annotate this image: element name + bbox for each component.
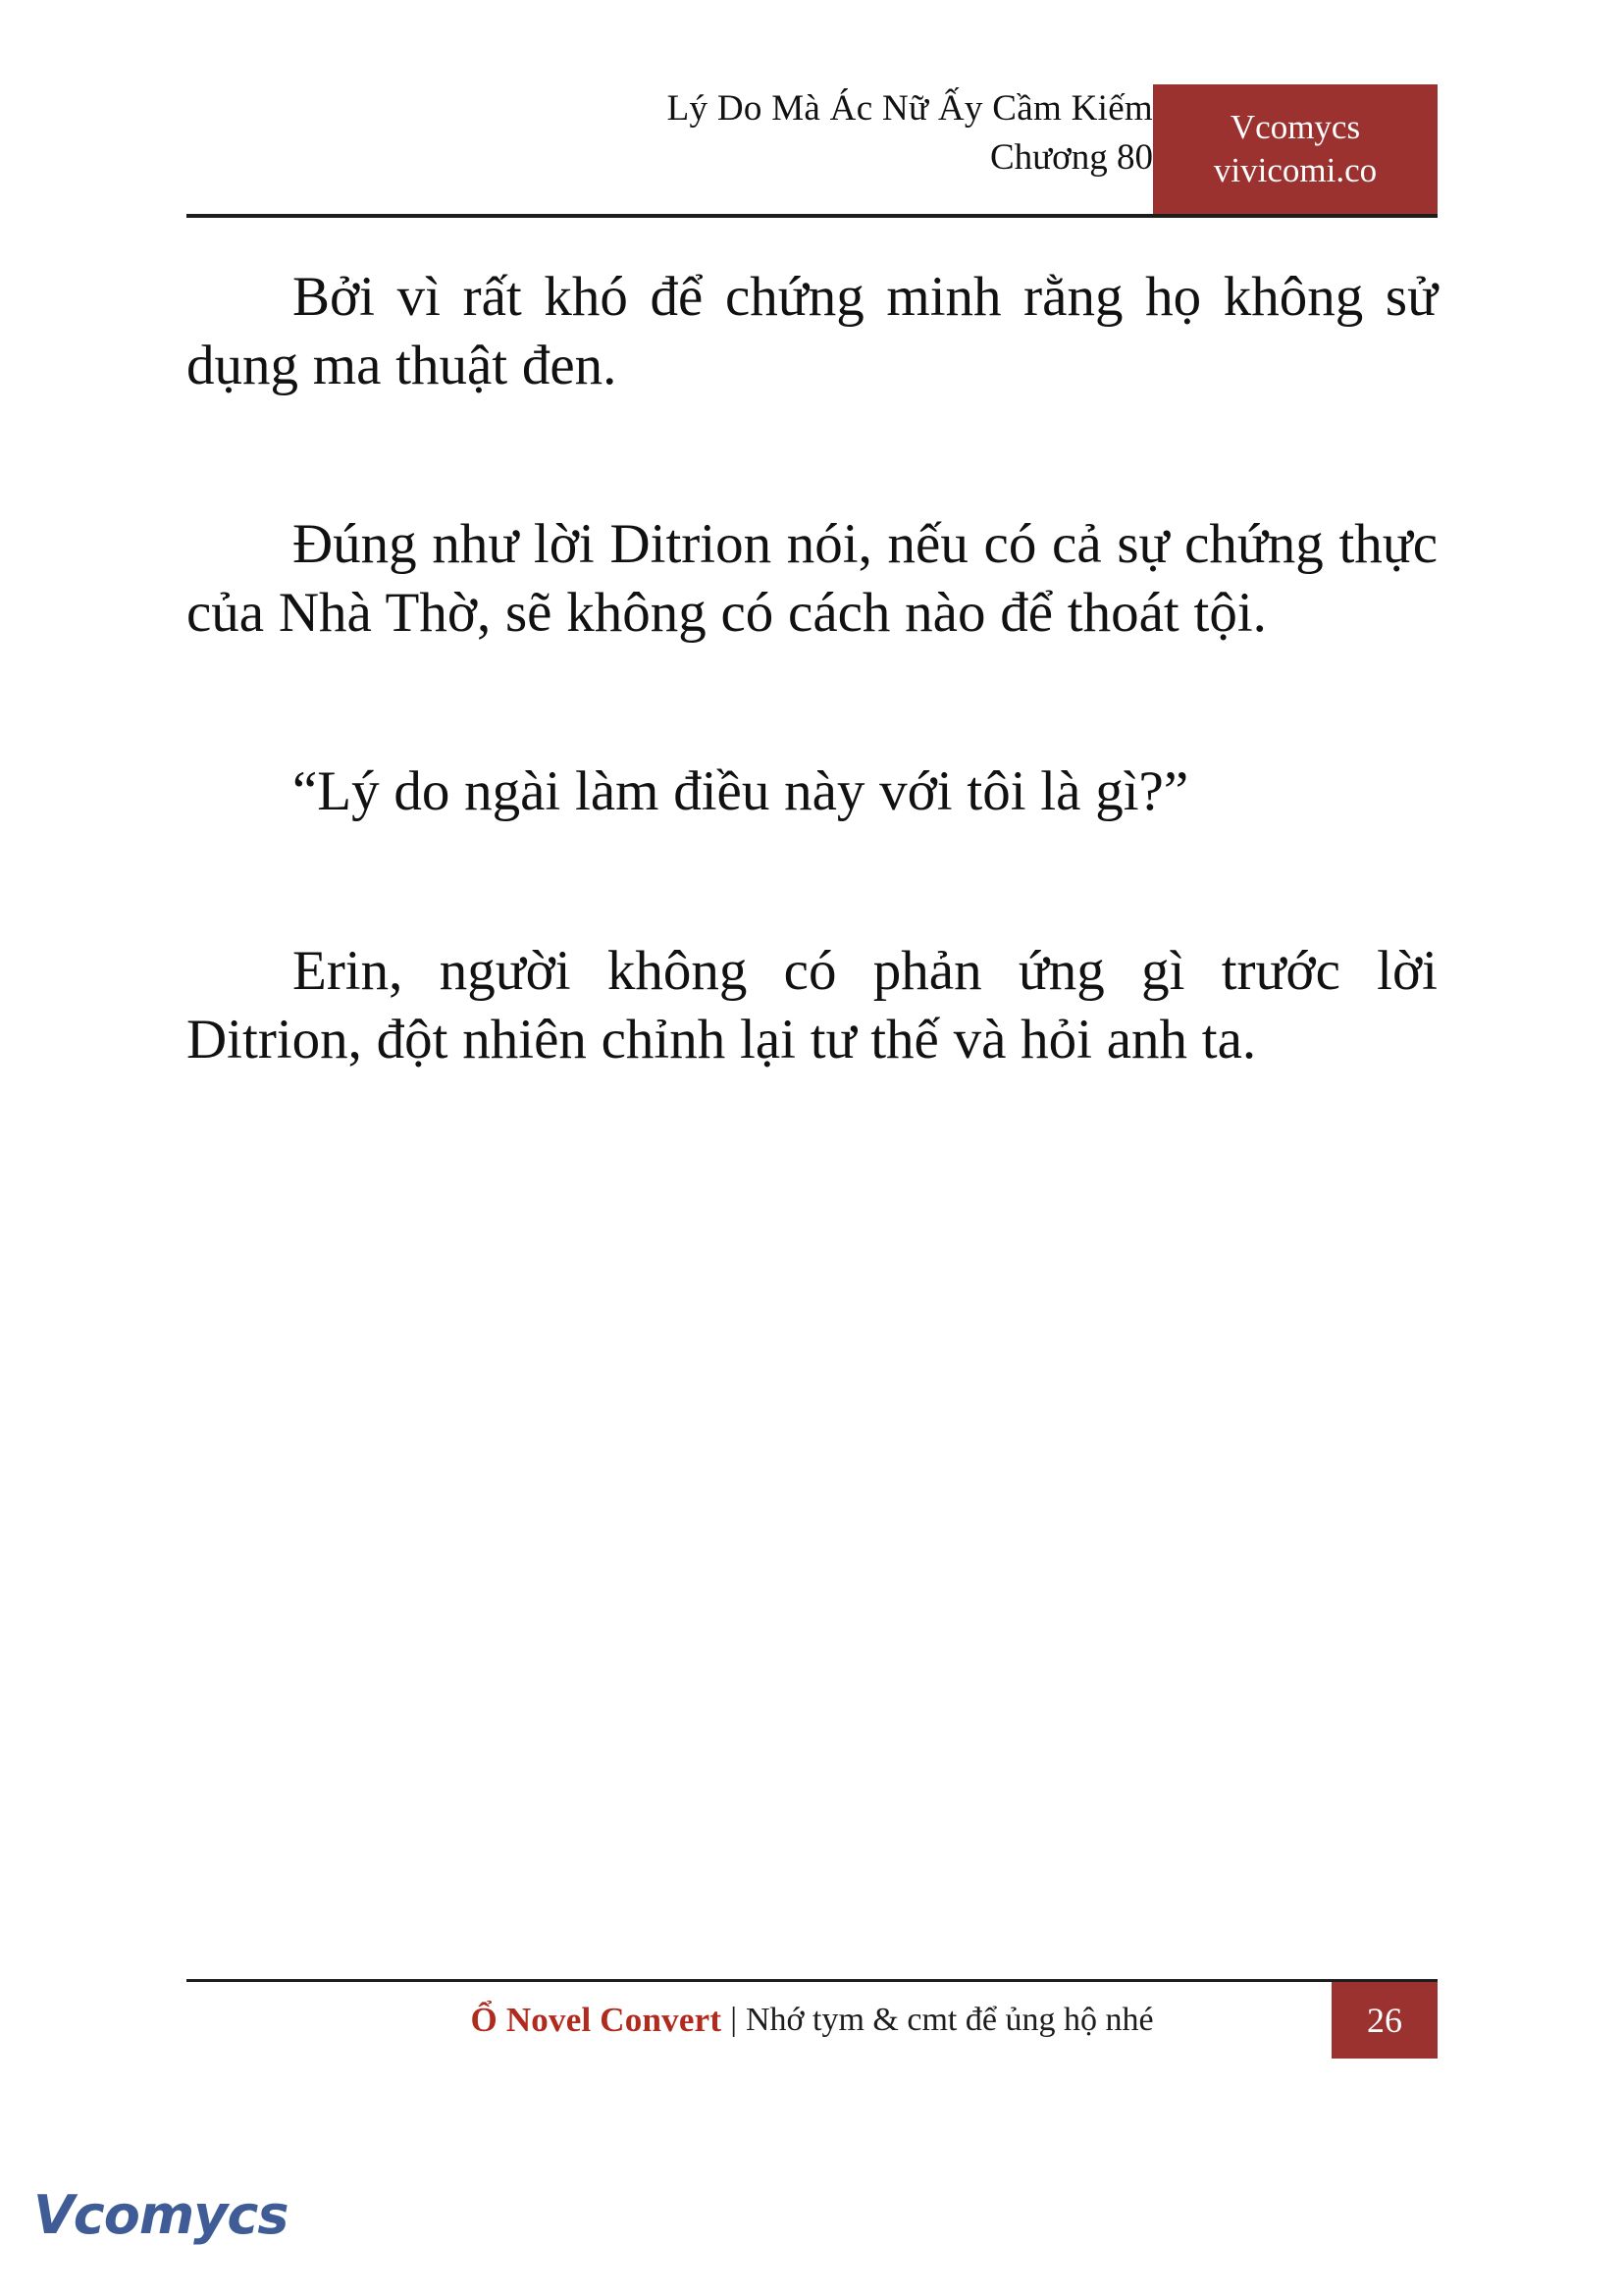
site-badge [1153,84,1438,214]
page-title: Lý Do Mà Ác Nữ Ấy Cầm Kiếm [666,88,1153,129]
page-footer [186,1979,1438,2077]
paragraph: Đúng như lời Ditrion nói, nếu có cả sự chứng thực của Nhà Thờ, sẽ không có cách nào để thoát tội. [186,513,1438,645]
site-badge-brand: Vcomycs [1230,108,1361,147]
footer-credit [186,1982,1438,2059]
chapter-label: Chương 80 [989,137,1153,179]
site-badge-url: vivicomi.co [1213,151,1378,189]
page-content [186,263,1438,1074]
header-title-block [667,86,1153,182]
watermark-logo [33,2162,288,2269]
paragraph: Erin, người không có phản ứng gì trước lời Ditrion, đột nhiên chỉnh lại tư thế và hỏi anh ta. [186,939,1438,1070]
page-header [186,86,1438,214]
page-number-badge: 26 [1332,1982,1438,2059]
footer-brand: Ổ Novel Convert [470,2001,722,2039]
header-divider [186,214,1438,218]
footer-separator: | [730,2002,737,2038]
watermark-text: Vcomycs [33,2184,288,2246]
footer-note: Nhớ tym & cmt để ủng hộ nhé [746,2002,1154,2038]
paragraph: “Lý do ngài làm điều này với tôi là gì?” [292,760,1189,823]
paragraph: Bởi vì rất khó để chứng minh rằng họ không sử dụng ma thuật đen. [186,266,1438,397]
